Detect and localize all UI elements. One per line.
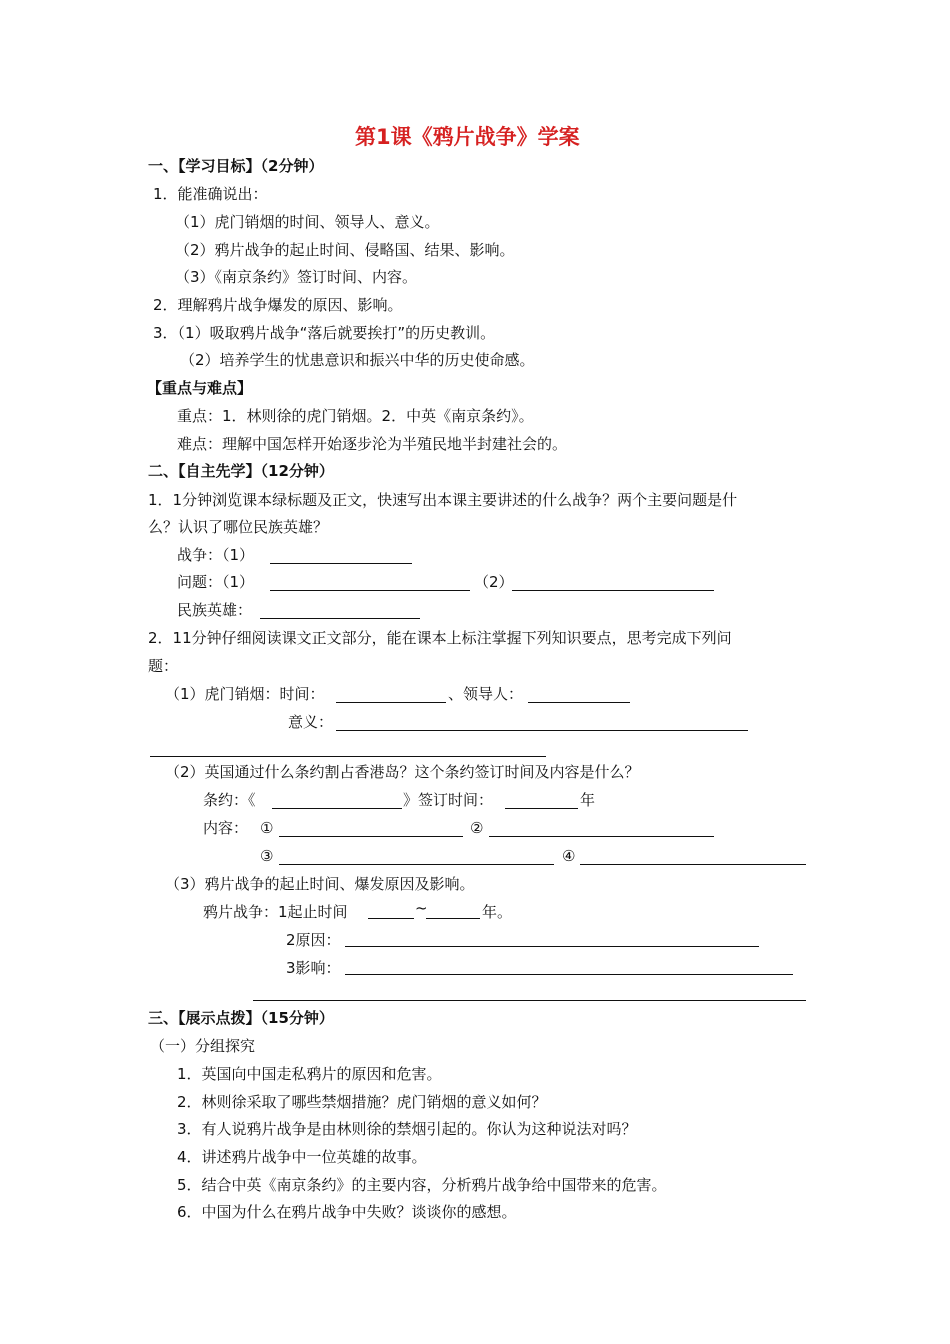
objective-1b: （2）鸦片战争的起止时间、侵略国、结果、影响。 — [175, 241, 515, 259]
treaty-year-unit: 年 — [580, 791, 596, 809]
objective-2: 2．理解鸦片战争爆发的原因、影响。 — [153, 296, 403, 314]
war-period-tilde: ~ — [415, 899, 428, 917]
treaty-question: （2）英国通过什么条约割占香港岛？这个条约签订时间及内容是什么？ — [165, 763, 640, 781]
humen-meaning-blank-2[interactable] — [150, 756, 546, 757]
treaty-date-label: 》签订时间： — [403, 791, 494, 809]
section-2-heading: 二、【自主先学】（12分钟） — [148, 462, 334, 480]
section-3-heading: 三、【展示点拨】（15分钟） — [148, 1009, 334, 1027]
humen-leader-blank[interactable] — [528, 702, 630, 703]
war-cause-label: 2原因： — [286, 931, 341, 949]
war-period-year: 年。 — [482, 903, 513, 921]
objective-1: 1．能准确说出： — [153, 185, 268, 203]
war-blank[interactable] — [270, 563, 412, 564]
content-label: 内容： — [203, 819, 249, 837]
section-1-heading: 一、【学习目标】（2分钟） — [148, 157, 324, 175]
group-inquiry-label: （一）分组探究 — [150, 1037, 256, 1055]
inquiry-item: 5．结合中英《南京条约》的主要内容，分析鸦片战争给中国带来的危害。 — [177, 1176, 667, 1194]
war-impact-blank[interactable] — [345, 974, 793, 975]
treaty-label: 条约：《 — [203, 791, 256, 809]
war-end-blank[interactable] — [426, 918, 480, 919]
page-title: 第1课《鸦片战争》学案 — [355, 125, 580, 149]
treaty-name-blank[interactable] — [272, 808, 402, 809]
war-cause-blank[interactable] — [345, 946, 759, 947]
objective-3b: （2）培养学生的忧患意识和振兴中华的历史使命感。 — [180, 351, 535, 369]
war-period-label: 鸦片战争：1起止时间 — [203, 903, 348, 921]
objective-1a: （1）虎门销烟的时间、领导人、意义。 — [175, 213, 440, 231]
content-1-blank[interactable] — [279, 836, 463, 837]
war-impact-blank-2[interactable] — [253, 1000, 806, 1001]
war-label: 战争：（1） — [177, 546, 255, 564]
issue-2-blank[interactable] — [512, 590, 714, 591]
hero-label: 民族英雄： — [177, 601, 253, 619]
inquiry-item: 3．有人说鸦片战争是由林则徐的禁烟引起的。你认为这种说法对吗？ — [177, 1120, 637, 1138]
humen-time-blank[interactable] — [336, 702, 446, 703]
issues-label-2: （2） — [474, 573, 514, 591]
question-1-line2: 么？认识了哪位民族英雄？ — [148, 518, 329, 536]
content-marker-3: ③ — [260, 847, 274, 865]
humen-time-label: （1）虎门销烟：时间： — [165, 685, 325, 703]
treaty-year-blank[interactable] — [505, 808, 578, 809]
inquiry-item: 4．讲述鸦片战争中一位英雄的故事。 — [177, 1148, 427, 1166]
content-3-blank[interactable] — [279, 864, 554, 865]
issue-1-blank[interactable] — [270, 590, 470, 591]
focus-hard: 难点：理解中国怎样开始逐步沦为半殖民地半封建社会的。 — [177, 435, 568, 453]
question-1-line1: 1．1分钟浏览课本绿标题及正文，快速写出本课主要讲述的什么战争？两个主要问题是什 — [148, 491, 738, 509]
content-marker-4: ④ — [562, 847, 576, 865]
hero-blank[interactable] — [260, 618, 420, 619]
question-2-line1: 2．11分钟仔细阅读课文正文部分，能在课本上标注掌握下列知识要点，思考完成下列问 — [148, 629, 732, 647]
humen-meaning-blank[interactable] — [336, 730, 748, 731]
question-2-line2: 题： — [148, 657, 179, 675]
inquiry-item: 2．林则徐采取了哪些禁烟措施？虎门销烟的意义如何？ — [177, 1093, 547, 1111]
focus-key: 重点：1．林则徐的虎门销烟。2．中英《南京条约》。 — [177, 407, 534, 425]
content-4-blank[interactable] — [580, 864, 806, 865]
war-impact-label: 3影响： — [286, 959, 341, 977]
focus-heading: 【重点与难点】 — [147, 379, 253, 397]
objective-3a: 3．（1）吸取鸦片战争“落后就要挨打”的历史教训。 — [153, 324, 496, 342]
humen-leader-label: 、领导人： — [448, 685, 524, 703]
content-2-blank[interactable] — [489, 836, 714, 837]
content-marker-1: ① — [260, 819, 274, 837]
inquiry-item: 6．中国为什么在鸦片战争中失败？谈谈你的感想。 — [177, 1203, 517, 1221]
war-start-blank[interactable] — [368, 918, 414, 919]
objective-1c: （3）《南京条约》签订时间、内容。 — [175, 268, 418, 286]
inquiry-item: 1．英国向中国走私鸦片的原因和危害。 — [177, 1065, 442, 1083]
issues-label: 问题：（1） — [177, 573, 255, 591]
humen-meaning-label: 意义： — [288, 713, 334, 731]
content-marker-2: ② — [470, 819, 484, 837]
war-question: （3）鸦片战争的起止时间、爆发原因及影响。 — [165, 875, 475, 893]
